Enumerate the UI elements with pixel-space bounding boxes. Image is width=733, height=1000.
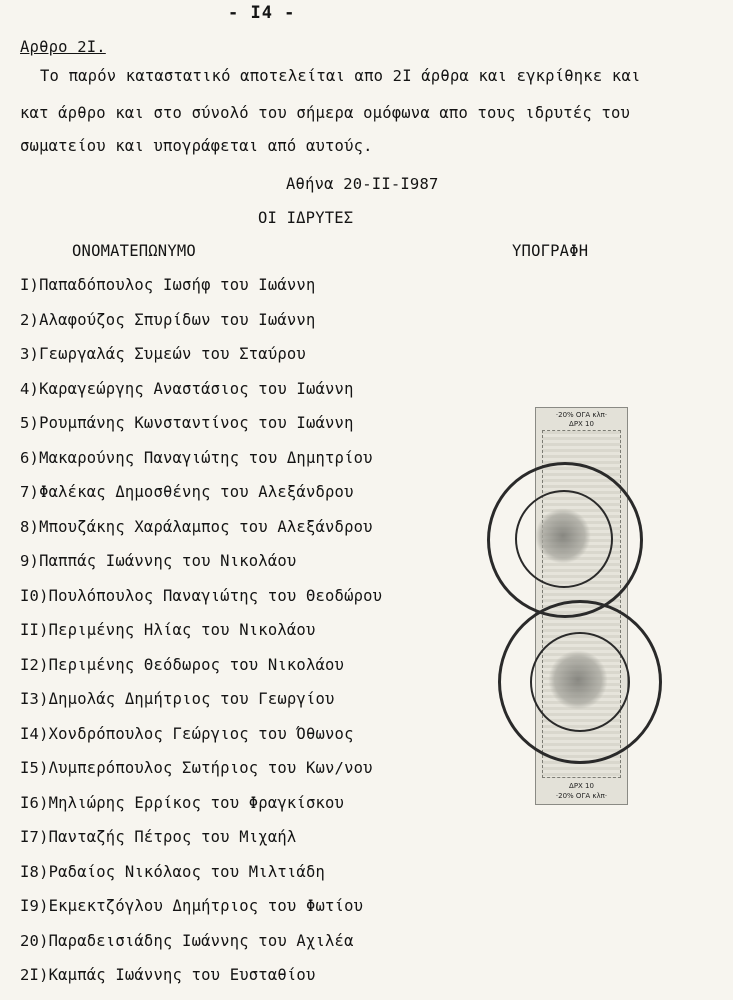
article-heading: Αρθρο 2Ι. <box>20 38 106 56</box>
founder-entry: Ι7)Πανταζής Πέτρος του Μιχαήλ <box>20 828 297 846</box>
founder-entry: 8)Μπουζάκης Χαράλαμπος του Αλεξάνδρου <box>20 517 373 536</box>
founder-entry: 4)Καραγεώργης Αναστάσιος του Ιωάννη <box>20 379 354 398</box>
founder-entry: 7)Φαλέκας Δημοσθένης του Αλεξάνδρου <box>20 483 354 501</box>
signature-column-header: ΥΠΟΓΡΑΦΗ <box>512 242 589 260</box>
founder-entry: Ι0)Πουλόπουλος Παναγιώτης του Θεοδώρου <box>20 586 383 605</box>
founder-entry: Ι6)Μηλιώρης Ερρίκος του Φραγκίσκου <box>20 793 345 812</box>
founder-entry: 5)Ρουμπάνης Κωνσταντίνος του Ιωάννη <box>20 414 354 432</box>
founder-entry: Ι2)Περιμένης Θεόδωρος του Νικολάου <box>20 655 345 674</box>
founder-entry: 3)Γεωργαλάς Συμεών του Σταύρου <box>20 345 306 363</box>
founder-entry: Ι3)Δημολάς Δημήτριος του Γεωργίου <box>20 690 335 708</box>
paragraph-line-1: Το παρόν καταστατικό αποτελείται απο 2Ι άρθρα και εγκρίθηκε και <box>40 67 641 85</box>
page-number: - I4 - <box>228 3 296 23</box>
founder-entry: Ι4)Χονδρόπουλος Γεώργιος του Όθωνος <box>20 724 354 743</box>
founders-list <box>20 275 382 1000</box>
founder-entry: 2)Αλαφούζος Σπυρίδων του Ιωάννη <box>20 310 316 329</box>
stamp-fee-top: ·20% ΟΓΑ κλπ· <box>555 411 608 419</box>
founder-entry: Ι5)Λυμπερόπουλος Σωτήριος του Κων/νου <box>20 759 373 777</box>
founder-entry: Ι)Παπαδόπουλος Ιωσήφ του Ιωάννη <box>20 276 316 294</box>
founder-entry: 9)Παππάς Ιωάννης του Νικολάου <box>20 552 297 570</box>
paragraph-line-2: κατ άρθρο και στο σύνολό του σήμερα ομόφωνα απο τους ιδρυτές του <box>20 104 631 122</box>
stamp-value-bottom: ΔΡΧ 10 <box>569 782 594 790</box>
founders-heading: ΟΙ ΙΔΡΥΤΕΣ <box>258 209 354 227</box>
founder-entry: ΙΙ)Περιμένης Ηλίας του Νικολάου <box>20 621 316 639</box>
stamp-fee-bottom: ·20% ΟΓΑ κλπ· <box>555 792 608 800</box>
founder-entry: 6)Μακαρούνης Παναγιώτης του Δημητρίου <box>20 448 373 467</box>
name-column-header: ΟΝΟΜΑΤΕΠΩΝΥΜΟ <box>72 242 196 260</box>
dateline: Αθήνα 20-ΙΙ-Ι987 <box>286 175 439 193</box>
seal-emblem-upper <box>535 508 591 564</box>
stamp-value-top: ΔΡΧ 10 <box>569 420 594 428</box>
seal-emblem-lower <box>548 650 608 710</box>
paragraph-line-3: σωματείου και υπογράφεται από αυτούς. <box>20 137 373 155</box>
founder-entry: Ι9)Εκμεκτζόγλου Δημήτριος του Φωτίου <box>20 897 364 915</box>
founder-entry: 20)Παραδεισιάδης Ιωάννης του Αχιλέα <box>20 931 354 950</box>
founder-entry: 2Ι)Καμπάς Ιωάννης του Ευσταθίου <box>20 966 316 984</box>
founder-entry: Ι8)Ραδαίος Νικόλαος του Μιλτιάδη <box>20 862 326 881</box>
